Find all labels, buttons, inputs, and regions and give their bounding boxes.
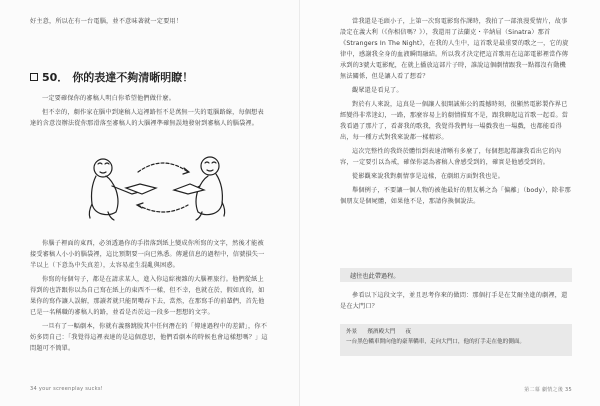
right-question-text xyxy=(340,290,572,315)
top-line-text: 好主意，所以在有一台電腦，並不意味著就一定要用！ xyxy=(30,18,183,25)
left-para-1: 一定要確保你的審稿人明白你希望他們做什麼。 xyxy=(42,95,176,102)
two-figures-illustration xyxy=(78,150,238,225)
left-para-2: 但不幸的，劇作家在腦中到達稿人這裡路徑不是萬無一失的電腦路線，每個想表達的含意沒辦法從你那滑落至審稿人的大腦裡準確無誤地發射到審稿人的腦袋裡。 xyxy=(30,109,264,127)
right-para-5: 從影觀來說我對劇情事是這樣，在劇組方面對我也是。 xyxy=(352,173,505,180)
slug-time: 夜 xyxy=(405,329,412,335)
right-footer: 第二幕 劇情之後 35 xyxy=(524,387,572,393)
left-footer: 34 your screenplay sucks! xyxy=(30,386,104,392)
left-para-5: 一旦有了一幅劇本，你就有義務跳脫其中任何潛在的「傳達過程中的差錯」，你不妨多問自己：「我覺得這裡表達的是這個意思，他們看劇本的時候也會這樣想嗎？」這問題可不簡單。 xyxy=(30,323,268,352)
slug-ext: 外景 xyxy=(346,329,358,335)
left-body-text xyxy=(30,238,270,357)
checkbox-icon xyxy=(30,73,38,81)
right-para-6: 舉個例子，不要讓一個人物的被他最好的朋友稱之為「偏離」（body），除非那個朋友是個屍體，如果他不是，那請你換個說法。 xyxy=(340,187,571,205)
example-line: 越往也此帶過程。 xyxy=(350,273,400,280)
heading-text: 你的表達不夠清晰明瞭！ xyxy=(72,71,194,84)
left-para-4: 你寫的每個句子，都是在請求某人，進入你這綜複雜的大腦裡旅行。他們從紙上得到的也許跟你以為自己寫在紙上的東西不一樣，但不幸，也就在於，假如真的，如果你的寫作讓人誤解，那讀者就只能閉嘴吞下去，當然，在那寫手的前輩們，首先他已是一名稱職的審稿人的路，並看是否於這一段多一想想的文字。 xyxy=(30,276,265,316)
right-para-2: 觀眾還是看見了。 xyxy=(352,87,403,94)
left-intro-text xyxy=(30,93,270,132)
right-para-4: 這次完整性的我終於體悟到表達清晰有多麼了，每個想起都讓我看出它的內容，一定要引以為戒，確保你認為審稿人會感受到的，確實是他感受到的。 xyxy=(340,148,562,166)
script-excerpt xyxy=(346,327,568,347)
heading-number: 50． xyxy=(42,71,69,84)
right-para-7: 參看以下這段文字，並且思考你來的做問：那個打手是在艾爾坐進的劇裡，還是在大門口？ xyxy=(340,292,568,310)
right-page xyxy=(300,0,600,406)
section-heading xyxy=(30,69,193,85)
slug-location: 殯酒殿大門 xyxy=(367,329,396,335)
script-slugline xyxy=(346,327,568,337)
right-body-text xyxy=(340,16,572,210)
script-action-line: 一台黑色轎車開向他的豪華轎車，走向大門口，他的打手走在他的側面。 xyxy=(346,339,526,345)
left-para-3: 你腦子裡面的東西，必須透過你的手指落到紙上變成你所寫的文字，然後才能被接受審稿人小小的腦袋裡，這比預期要一向已熟悉。傳遞信息的過程中，信號損失一半以上（下意為中失真差），太容易產生混亂與困惑。 xyxy=(30,240,265,269)
left-top-line xyxy=(30,16,270,30)
right-para-3: 對於有人來說，這真是一個讓人很開誠佈公的震撼時刻，很顯然電影製作界已經變得非常迷幻，一路，那麼容易上的劇情描寫不是，跟我聊起這首歌一起看。當我看過了那片了，看著我的歌我，我覺得我們每一場戲我也一場戲，也都能看得出，每一種方式對我來說都一樣精彩。 xyxy=(340,101,569,141)
right-para-1: 當我還是毛頭小子，上第一次寫電影寫作課時，我拍了一部浪漫愛情片，故事設定在義大利（《你相信嗎？》），我還用了法蘭克・辛納屈（Sinatra）那首《Strangers In The Night》，在我的人生中，這首歌是最重要的歌之一，它的旋律中，感謝我全身的血液瞬間融結。所以我才決定把這首歌用在這部電影裡當作傳承到的3號大電影配，在就上播放這部片子時，誰說這個劇情跟我一點都沒有動機無法關係，但是讓人看了想看？ xyxy=(340,18,569,80)
